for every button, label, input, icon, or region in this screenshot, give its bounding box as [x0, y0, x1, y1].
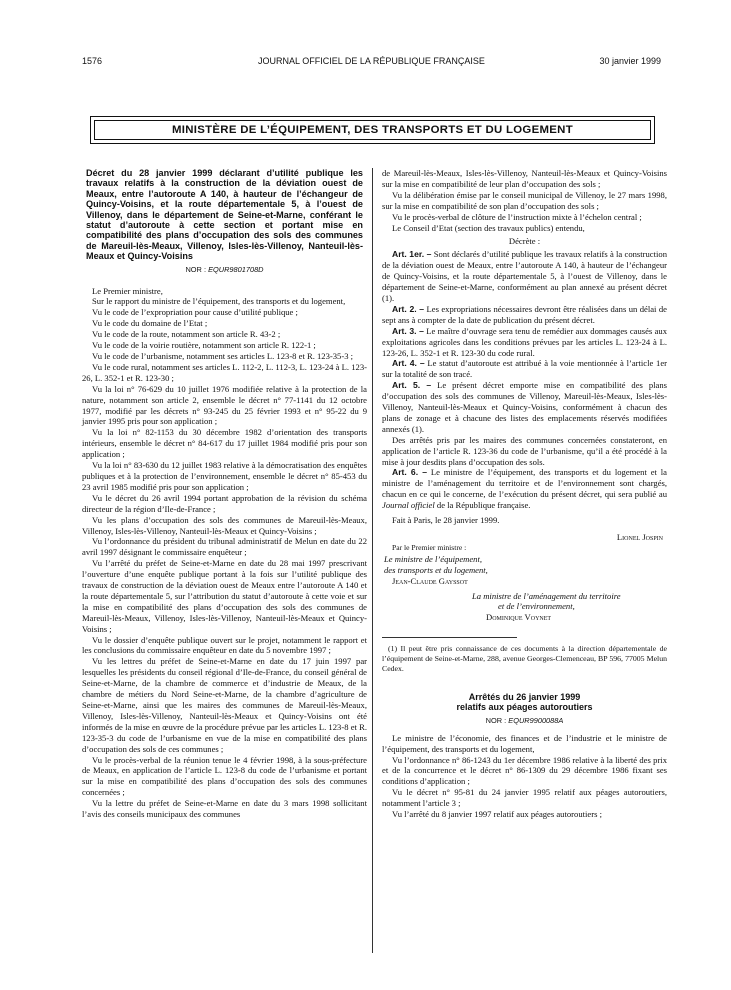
decret-visas-right — [382, 190, 667, 234]
article-label: Art. 1er. – — [392, 249, 432, 260]
visa-paragraph: Vu le code de la voirie routière, notamment son article R. 122-1 ; — [92, 340, 316, 351]
nor-code: EQUR9801708D — [208, 264, 264, 274]
article-label: Art. 4. – — [392, 358, 425, 369]
visa-paragraph: Le Conseil d’Etat (section des travaux publics) entendu, — [392, 222, 585, 233]
nor-label: NOR : — [185, 264, 206, 274]
article-label: Art. 5. – — [392, 380, 432, 391]
by-prime-minister: Par le Premier ministre : — [392, 542, 467, 552]
minister1-title-a: Le ministre de l’équipement, — [384, 553, 483, 564]
visa-paragraph: Vu les plans d’occupation des sols des communes de Mareuil-lès-Meaux, Villenoy, Isles-lès-Villenoy, Nanteuil-lès-Meaux et Quincy-Voisins ; — [82, 514, 367, 536]
visa-paragraph: Vu la loi n° 76-629 du 10 juillet 1976 modifiée relative à la protection de la nature, notamment son article 2, ensemble le décret n° 77-1141 du 12 octobre 1977, modifié par les décrets n° 93-245 du 25 février 1993 et n° 95-22 du 9 janvier 1995 pris pour son application ; — [82, 383, 367, 427]
visa-paragraph: Vu la délibération émise par le conseil municipal de Villenoy, le 27 mars 1998, sur la mise en compatibilité de son plan d’occupation des sols ; — [382, 189, 667, 211]
article-3: Art. 3. – Le maître d’ouvrage sera tenu de remédier aux dommages causés aux exploitations agricoles dans les conditions prévues par les articles L. 123-24 à L. 123-26, L. 352-1 et R. 123-30 du code rural. — [382, 325, 667, 358]
left-column — [82, 168, 367, 820]
ministry-banner — [90, 116, 655, 144]
visa-paragraph: Le Premier ministre, — [92, 285, 163, 296]
visa-paragraph: Vu les lettres du préfet de Seine-et-Marne en date du 17 juin 1997 par lesquelles les présidents du conseil régional d’Ile-de-France, du conseil général de Seine-et-Marne, de la chambre de commerce et d’industrie de Meaux, de la chambre de métiers du Nord Seine-et-Marne, de la chambre d’agriculture de Seine-et-Marne, ainsi que les maires des communes de Mareuil-lès-Meaux, Villenoy, Isles-lès-Villenoy, Nanteuil-lès-Meaux et Quincy-Voisins ont été informés de la mise en œuvre de la procédure prévue par les articles L. 123-8 et R. 123-35-3 du code de l’urbanisme en vue de la mise en compatibilité des plans d’occupation des sols de ces communes ; — [82, 656, 367, 754]
visa-paragraph: Vu le dossier d’enquête publique ouvert sur le projet, notamment le rapport et les conclusions du commissaire enquêteur en date du 5 novembre 1997 ; — [82, 634, 367, 656]
visa-paragraph: Vu la lettre du préfet de Seine-et-Marne en date du 3 mars 1998 sollicitant l’avis des conseils municipaux des communes — [82, 798, 367, 820]
minister2-title-a: La ministre de l’aménagement du territoire — [472, 590, 621, 601]
visa-paragraph: Vu l’arrêté du préfet de Seine-et-Marne en date du 28 mai 1997 prescrivant l’ouverture d’une enquête publique portant à la fois sur l’utilité publique des travaux de construction de la déviation ouest de Meaux entre l’autoroute A 140 et la route départementale 5, sur l’attribution du statut d’autoroute à cette voie et sur la mise en compatibilité des plans d’occupation des sols des communes de Mareuil-lès-Meaux, Villenoy, Isles-lès-Villenoy, Nanteuil-lès-Meaux et Quincy-Voisins ; — [82, 558, 367, 634]
visa-continued: de Mareuil-lès-Meaux, Isles-lès-Villenoy, Nanteuil-lès-Meaux et Quincy-Voisins sur la mise en compatibilité de leur plan d’occupation des sols ; — [382, 168, 667, 189]
decret-title: Décret du 28 janvier 1999 déclarant d’utilité publique les travaux relatifs à la construction de la déviation ouest de Meaux, entre l’autoroute A 140, à hauteur de l’échangeur de Quincy-Voisins, et la route départementale 5, à l’ouest de Villenoy, dans le département de Seine-et-Marne, conférant le statut d’autoroute à cette section et portant mise en compatibilité des plans d’occupation des sols des communes de Mareuil-lès-Meaux, Villenoy, Isles-lès-Villenoy, Nanteuil-lès-Meaux et Quincy-Voisins — [86, 168, 363, 262]
signatory-minister1: Jean-Claude Gayssot — [392, 575, 468, 586]
article-6: Art. 6. – Le ministre de l’équipement, des transports et du logement et la ministre de l’aménagement du territoire et de l’environnement sont chargés, chacun en ce qui le concerne, de l’exécution du présent décret, qui sera publié au Journal officiel de la République française. — [382, 467, 667, 511]
article-label: Art. 3. – — [392, 325, 424, 336]
arrete-paragraph: Vu l’ordonnance n° 86-1243 du 1er décembre 1986 relative à la liberté des prix et de la concurrence et le décret n° 86-1309 du 29 décembre 1986 fixant ses conditions d’application ; — [382, 754, 667, 787]
minister1-title-b: des transports et du logement, — [384, 564, 488, 575]
arrete-paragraph: Le ministre de l’économie, des finances et de l’industrie et le ministre de l’équipement, des transports et du logement, — [382, 732, 667, 754]
visa-paragraph: Vu l’ordonnance du président du tribunal administratif de Melun en date du 22 avril 1997 désignant le commissaire enquêteur ; — [82, 536, 367, 558]
arrete-paragraph: Vu le décret n° 95-81 du 24 janvier 1995 relatif aux péages autoroutiers, notamment l’article 3 ; — [382, 787, 667, 809]
article-4: Art. 4. – Le statut d’autoroute est attribué à la voie mentionnée à l’article 1er sur la totalité de son tracé. — [382, 358, 667, 380]
footnote-rule — [382, 637, 517, 638]
arretes-title: Arrêtés du 26 janvier 1999 relatifs aux péages autoroutiers — [456, 691, 593, 713]
decret-nor — [82, 265, 367, 276]
issue-date: 30 janvier 1999 — [599, 56, 661, 66]
arretes-nor: NOR : EQUR9900088A — [485, 715, 564, 725]
signatory-minister2: Dominique Voynet — [486, 612, 552, 623]
visa-paragraph: Vu le code de l’urbanisme, notamment ses articles L. 123-8 et R. 123-35-3 ; — [92, 351, 354, 361]
signatory-pm: Lionel Jospin — [616, 532, 663, 542]
column-divider — [372, 168, 373, 953]
arrete-paragraph: Vu l’arrêté du 8 janvier 1997 relatif aux péages autoroutiers ; — [392, 809, 602, 820]
page-number: 1576 — [82, 56, 103, 66]
page-header — [82, 56, 661, 70]
visa-paragraph: Sur le rapport du ministre de l’équipement, des transports et du logement, — [92, 296, 346, 307]
article-6-label: Art. 6. – — [392, 467, 427, 478]
journal-title: JOURNAL OFFICIEL DE LA RÉPUBLIQUE FRANÇAISE — [258, 56, 485, 66]
visa-paragraph: Vu le code rural, notamment ses articles L. 112-2, L. 112-3, L. 123-24 à L. 123-26, L. 352-1 et R. 123-30 ; — [82, 361, 367, 383]
minister2-title-b: et de l’environnement, — [498, 601, 575, 612]
done-at: Fait à Paris, le 28 janvier 1999. — [392, 515, 500, 526]
mid-paragraph: Des arrêtés pris par les maires des communes concernées constateront, en application de l’article R. 123-36 du code de l’urbanisme, qu’il a été procédé à la mise à jour desdits plans d’occupation des sols. — [382, 434, 667, 467]
visa-paragraph: Vu la loi n° 82-1153 du 30 décembre 1982 d’orientation des transports intérieurs, ensemble le décret n° 84-617 du 17 juillet 1984 modifié pris pour son application ; — [82, 427, 367, 460]
visa-paragraph: Vu le code du domaine de l’Etat ; — [92, 318, 208, 329]
visa-paragraph: Vu le procès-verbal de clôture de l’instruction mixte à l’échelon central ; — [392, 211, 642, 222]
article-5: Art. 5. – Le présent décret emporte mise en compatibilité des plans d’occupation des sols des communes de Villenoy, Mareuil-lès-Meaux, Isles-lès-Villenoy, Nanteuil-lès-Meaux et Quincy-Voisins, conformément à chacun des plans de zonage et à chacune des listes des emplacements réservés modifiées annexés (1). — [382, 380, 667, 434]
decrete-heading: Décrète : — [508, 236, 541, 247]
article-2: Art. 2. – Les expropriations nécessaires devront être réalisées dans un délai de sept ans à compter de la date de publication du présent décret. — [382, 303, 667, 325]
visa-paragraph: Vu le procès-verbal de la réunion tenue le 4 février 1998, à la sous-préfecture de Meaux, en application de l’article L. 123-8 du code de l’urbanisme et portant sur la mise en compatibilité des plans d’occupation des sols des communes concernées ; — [82, 754, 367, 798]
visa-paragraph: Vu la loi n° 83-630 du 12 juillet 1983 relative à la démocratisation des enquêtes publiques et à la protection de l’environnement, ensemble le décret n° 85-453 du 23 avril 1985 modifié pris pour son application ; — [82, 460, 367, 492]
decret-visas — [82, 286, 367, 820]
decret-articles — [382, 249, 667, 434]
visa-paragraph: Vu le décret du 26 avril 1994 portant approbation de la révision du schéma directeur de la région d’Ile-de-France ; — [82, 492, 367, 514]
article-label: Art. 2. – — [392, 303, 425, 314]
arretes-visas — [382, 733, 667, 820]
right-column — [382, 168, 667, 820]
article-1: Art. 1er. – Sont déclarés d’utilité publique les travaux relatifs à la construction de la déviation ouest de Meaux, entre l’autoroute A 140, à hauteur de l’échangeur de Quincy-Voisins, et la route départementale 5, à l’ouest de Villenoy, dans le département de Seine-et-Marne, conformément au plan annexé au présent décret (1). — [382, 249, 667, 303]
ministry-title: MINISTÈRE DE L’ÉQUIPEMENT, DES TRANSPORTS ET DU LOGEMENT — [94, 120, 651, 140]
visa-paragraph: Vu le code de la route, notamment son article R. 43-2 ; — [92, 329, 281, 340]
footnote: (1) Il peut être pris connaissance de ces documents à la direction départementale de l’équipement de Seine-et-Marne, 288, avenue Georges-Clemenceau, BP 596, 77005 Melun Cedex. — [382, 644, 667, 673]
visa-paragraph: Vu le code de l’expropriation pour cause d’utilité publique ; — [92, 307, 298, 318]
